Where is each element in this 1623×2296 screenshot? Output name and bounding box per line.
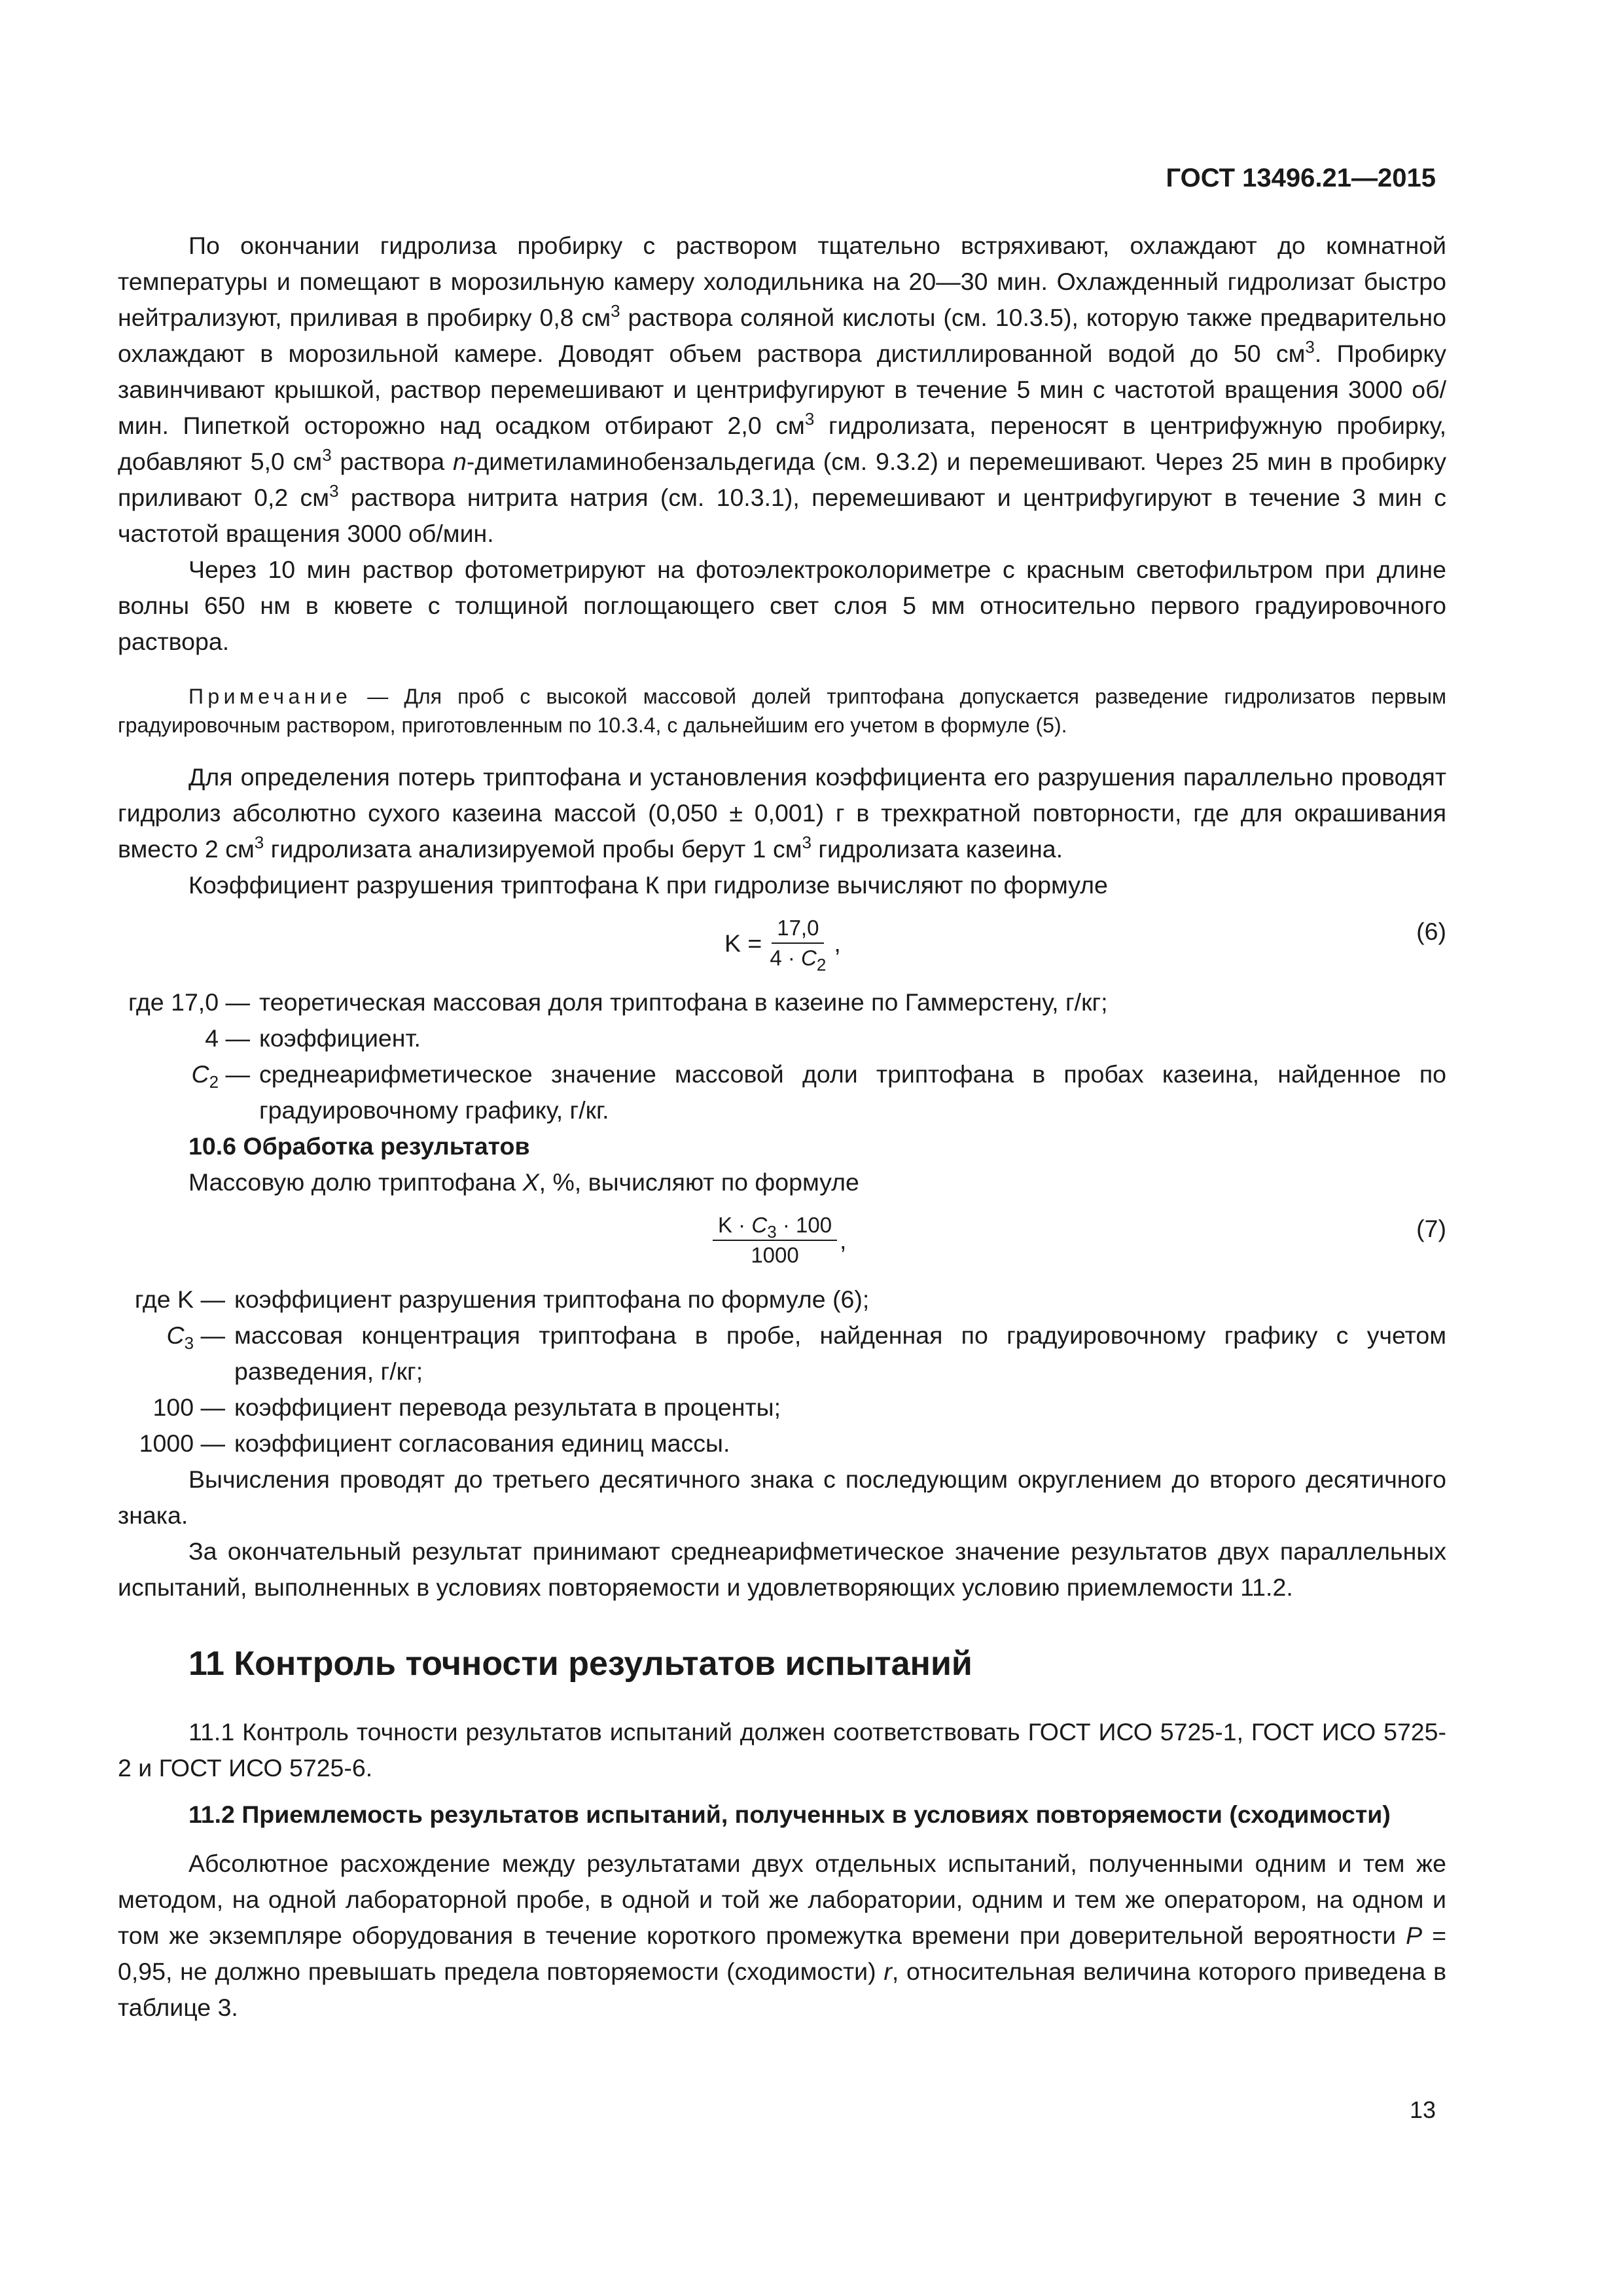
numerator: 17,0 <box>772 915 824 944</box>
symbol-letter: C <box>166 1321 185 1349</box>
formula-6 <box>118 907 1446 980</box>
definition-row <box>118 1390 1446 1426</box>
definition-text: коэффициент перевода результата в проценты; <box>234 1393 781 1421</box>
den-symbol: C <box>801 946 817 970</box>
page-number: 13 <box>1409 2096 1436 2123</box>
text-run: Абсолютное расхождение между результатами двух отдельных испытаний, полученными одним и тем же методом, на одной лабораторной пробе, в одной и той же лаборатории, одним и тем же оператором, на одном и том же экземпляре оборудования в течение короткого промежутка времени при доверительной вероятности <box>118 1850 1446 1949</box>
italic-run: n <box>453 448 467 475</box>
text-run: Массовую долю триптофана <box>188 1168 523 1196</box>
formula-7 <box>118 1204 1446 1278</box>
paragraph-casein <box>118 759 1446 867</box>
definition-row <box>118 1426 1446 1462</box>
paragraph-hydrolysis <box>118 228 1446 552</box>
definition-text: коэффициент согласования единиц массы. <box>234 1429 730 1457</box>
section-11-2-heading: 11.2 Приемлемость результатов испытаний, полученных в условиях повторяемости (сходимости) <box>188 1801 1391 1828</box>
definition-row <box>118 1318 1446 1390</box>
italic-run: X <box>522 1168 539 1196</box>
formula-6-expression <box>724 915 841 975</box>
note-label: Примечание <box>188 685 352 708</box>
text-run: раствора <box>331 448 454 475</box>
italic-run: r <box>883 1958 892 1985</box>
definition-symbol: где 17,0 — <box>128 988 250 1016</box>
definition-symbol: 4 — <box>205 1024 250 1052</box>
text-run: . Пробирку завинчивают крышкой, раствор перемешивают и центрифугируют в течение 5 мин с частотой вращения 3000 об/мин. Пипеткой осторожно над осадком отбирают 2,0 см <box>118 340 1446 439</box>
section-11-heading: 11 Контроль точности результатов испытаний <box>188 1645 972 1683</box>
definition-text: массовая концентрация триптофана в пробе, найденная по градуировочному графику с учетом разведения, г/кг; <box>234 1321 1446 1385</box>
definition-symbol: 1000 — <box>139 1429 225 1457</box>
paragraph-coef-intro: Коэффициент разрушения триптофана К при гидролизе вычисляют по формуле <box>188 871 1108 899</box>
text-run: гидролизата, переносят в центрифужную пробирку, добавляют 5,0 см <box>118 412 1446 475</box>
paragraph-final-result: За окончательный результат принимают среднеарифметическое значение результатов двух параллельных испытаний, выполненных в условиях повторяемости и удовлетворяющих условию приемлемости 11.2. <box>118 1537 1446 1601</box>
symbol-subscript: 3 <box>184 1333 194 1353</box>
text-run: = 0,95, не должно превышать предела повторяемости (сходимости) <box>118 1922 1446 1985</box>
definitions-6 <box>118 984 1446 1128</box>
paragraph-calculation: Вычисления проводят до третьего десятичного знака с последующим округлением до второго десятичного знака. <box>118 1465 1446 1529</box>
num-subscript: 3 <box>767 1222 777 1242</box>
den-subscript: 2 <box>816 955 827 975</box>
fraction <box>764 915 831 975</box>
definition-symbol <box>118 1056 250 1092</box>
definition-text: коэффициент. <box>259 1024 421 1052</box>
text-run: раствора соляной кислоты (см. 10.3.5), которую также предварительно охлаждают в морозильной камере. Доводят объем раствора дистиллированной водой до 50 см <box>118 304 1446 367</box>
formula-tail: , <box>840 1226 847 1254</box>
note-text: — Для проб с высокой массовой долей триптофана допускается разведение гидролизатов первым градуировочным раствором, приготовленным по 10.3.4, с дальнейшим его учетом в формуле (5). <box>118 685 1446 737</box>
paragraph-photometry: Через 10 мин раствор фотометрируют на фотоэлектроколориметре с красным светофильтром при длине волны 650 нм в кювете с толщиной поглощающего свет слоя 5 мм относительно первого градуировочного раствора. <box>118 556 1446 655</box>
den-part: 4 · <box>770 946 802 970</box>
numerator <box>713 1212 837 1241</box>
definition-row <box>118 1056 1446 1128</box>
note <box>118 682 1446 740</box>
symbol-dash: — <box>194 1321 225 1349</box>
definition-row <box>118 984 1446 1020</box>
definition-row <box>118 1020 1446 1056</box>
text-run: , %, вычисляют по формуле <box>539 1168 859 1196</box>
page-content <box>118 228 1446 2026</box>
section-10-6-heading: 10.6 Обработка результатов <box>188 1132 530 1160</box>
paragraph-mass-fraction <box>118 1164 1446 1200</box>
symbol-dash: — <box>219 1060 250 1088</box>
text-run: Для определения потерь триптофана и установления коэффициента его разрушения параллельно проводят гидролиз абсолютно сухого казеина массой (0,050 ± 0,001) г в трехкратной повторности, где для окрашивания вместо 2 см <box>118 763 1446 863</box>
definition-text: коэффициент разрушения триптофана по формуле (6); <box>234 1285 870 1313</box>
superscript: 3 <box>802 833 812 852</box>
denominator <box>764 944 831 975</box>
text-run: гидролизата анализируемой пробы берут 1 см <box>264 835 802 863</box>
superscript: 3 <box>329 481 339 501</box>
definitions-7 <box>118 1282 1446 1462</box>
text-run: -диметиламинобензальдегида (см. 9.3.2) и перемешивают. Через 25 мин в пробирку приливают 0,2 см <box>118 448 1446 511</box>
superscript: 3 <box>1305 337 1315 357</box>
denominator: 1000 <box>751 1243 799 1267</box>
symbol-letter: C <box>191 1060 209 1088</box>
definition-text: среднеарифметическое значение массовой доли триптофана в пробах казеина, найденное по градуировочному графику, г/кг. <box>259 1060 1446 1124</box>
fraction <box>713 1212 837 1268</box>
superscript: 3 <box>611 301 620 321</box>
definition-symbol <box>118 1318 225 1354</box>
formula-number: (6) <box>1416 918 1446 945</box>
text-run: , относительная величина которого приведена в таблице 3. <box>118 1958 1446 2021</box>
formula-number: (7) <box>1416 1215 1446 1242</box>
text-run: раствора нитрита натрия (см. 10.3.1), перемешивают и центрифугируют в течение 3 мин с частотой вращения 3000 об/мин. <box>118 484 1446 547</box>
italic-run: P <box>1406 1922 1423 1949</box>
formula-tail: , <box>834 929 841 957</box>
symbol-subscript: 2 <box>209 1072 219 1092</box>
formula-lhs: K = <box>724 929 762 957</box>
num-part: · 100 <box>776 1213 832 1237</box>
paragraph-repeatability <box>118 1846 1446 2026</box>
superscript: 3 <box>322 445 332 465</box>
num-part: K · <box>718 1213 752 1237</box>
formula-7-expression <box>710 1212 846 1268</box>
paragraph-11-1: 11.1 Контроль точности результатов испытаний должен соответствовать ГОСТ ИСО 5725-1, ГОСТ ИСО 5725-2 и ГОСТ ИСО 5725-6. <box>118 1718 1446 1782</box>
definition-text: теоретическая массовая доля триптофана в казеине по Гаммерстену, г/кг; <box>259 988 1108 1016</box>
definition-row <box>118 1282 1446 1318</box>
document-header: ГОСТ 13496.21—2015 <box>1166 164 1436 192</box>
text-run: По окончании гидролиза пробирку с раствором тщательно встряхивают, охлаждают до комнатной температуры и помещают в морозильную камеру холодильника на 20—30 мин. Охлажденный гидролизат быстро нейтрализуют, приливая в пробирку 0,8 см <box>118 232 1446 331</box>
definition-symbol: где K — <box>134 1285 225 1313</box>
text-run: гидролизата казеина. <box>811 835 1063 863</box>
superscript: 3 <box>254 833 264 852</box>
definition-symbol: 100 — <box>152 1393 225 1421</box>
num-symbol: C <box>751 1213 768 1237</box>
superscript: 3 <box>804 409 815 429</box>
